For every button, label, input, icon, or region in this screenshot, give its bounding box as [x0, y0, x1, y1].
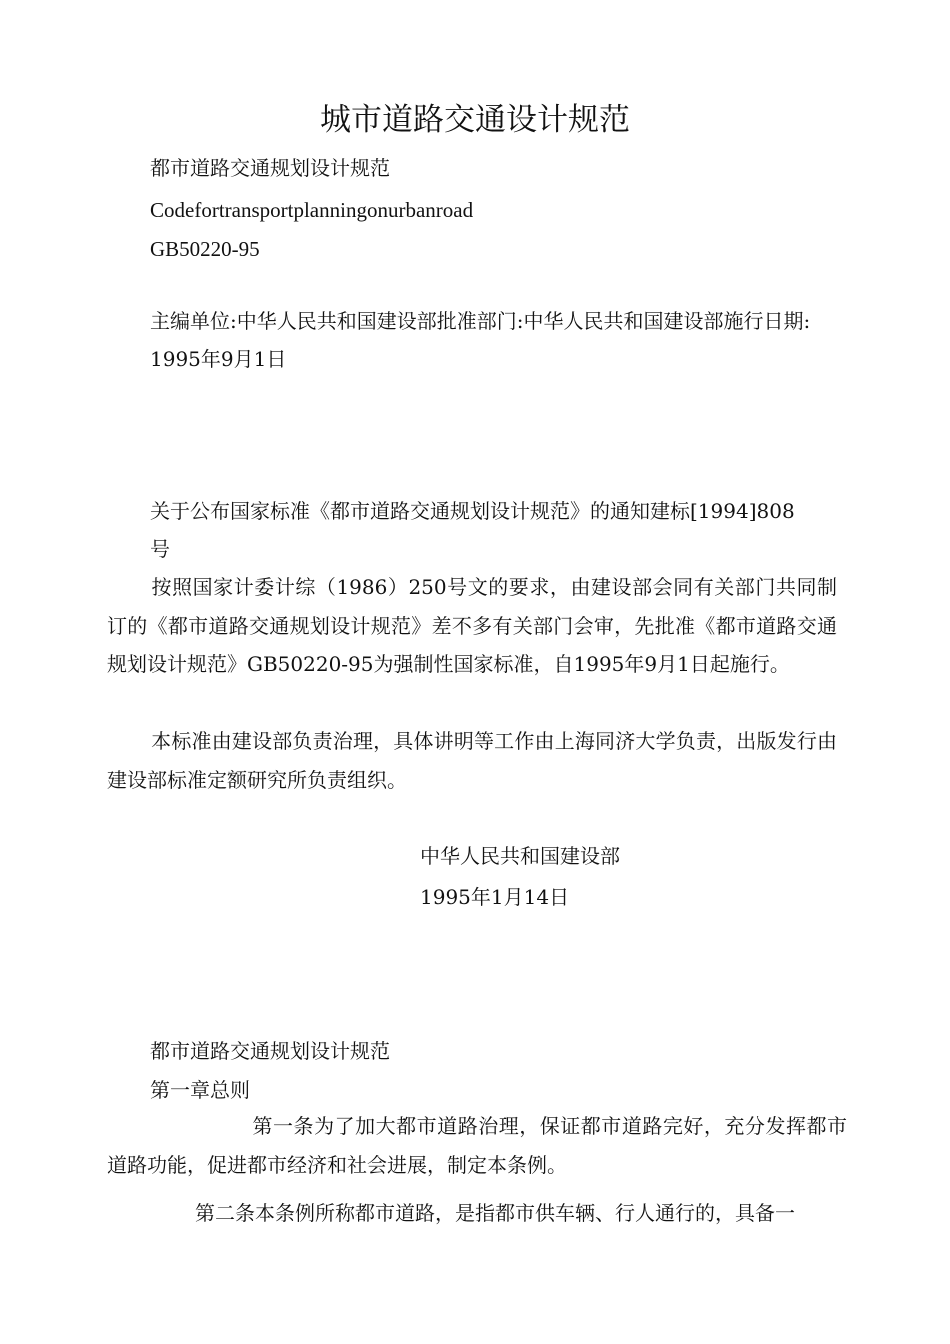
signature-organization: 中华人民共和国建设部	[420, 844, 620, 868]
subtitle-chinese: 都市道路交通规划设计规范	[150, 156, 390, 180]
article-1-text: 第一条为了加大都市道路治理，保证都市道路完好，充分发挥都市道路功能，促进都市经济和社会进展，制定本条例。	[107, 1114, 847, 1177]
notice-body-paragraph-2	[107, 722, 837, 799]
notice-title-line-2: 号	[150, 537, 170, 561]
standard-code: GB50220-95	[150, 237, 260, 261]
issuing-info-line-1: 主编单位:中华人民共和国建设部批准部门:中华人民共和国建设部施行日期:	[150, 309, 811, 333]
article-1-paragraph	[107, 1107, 847, 1184]
chapter-title: 第一章总则	[150, 1078, 250, 1102]
notice-body-2-text: 本标准由建设部负责治理，具体讲明等工作由上海同济大学负责，出版发行由建设部标准定额研究所负责组织。	[107, 729, 837, 792]
issuing-info-line-2: 1995年9月1日	[150, 347, 287, 371]
notice-body-paragraph-1	[107, 568, 837, 684]
document-title: 城市道路交通设计规范	[320, 102, 630, 138]
subtitle-english: Codefortransportplanningonurbanroad	[150, 198, 474, 222]
signature-date: 1995年1月14日	[420, 885, 570, 909]
notice-title-line-1: 关于公布国家标准《都市道路交通规划设计规范》的通知建标[1994]808	[150, 499, 795, 523]
notice-body-1-text: 按照国家计委计综（1986）250号文的要求，由建设部会同有关部门共同制订的《都市道路交通规划设计规范》差不多有关部门会审，先批准《都市道路交通规划设计规范》GB50220-95为强制性国家标准，自1995年9月1日起施行。	[107, 575, 837, 676]
section-title: 都市道路交通规划设计规范	[150, 1039, 390, 1063]
article-2-start: 第二条本条例所称都市道路，是指都市供车辆、行人通行的，具备一	[195, 1201, 795, 1225]
